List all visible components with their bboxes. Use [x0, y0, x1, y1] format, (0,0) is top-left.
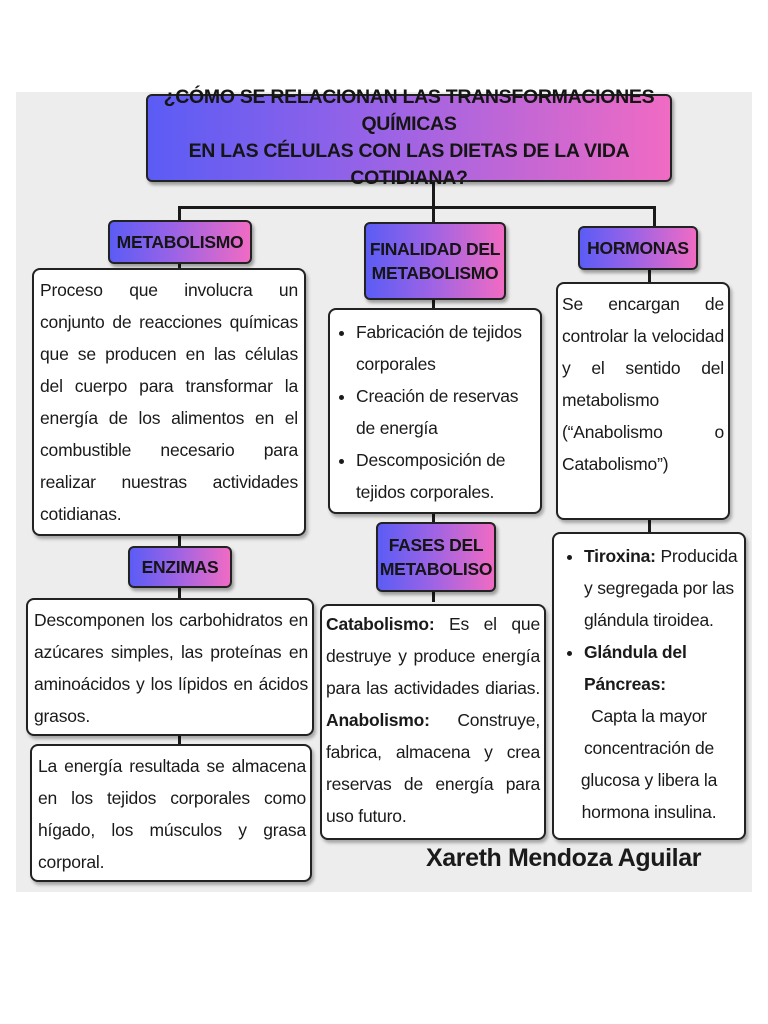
title-line-2: EN LAS CÉLULAS CON LAS DIETAS DE LA VIDA COTIDIANA? [188, 140, 630, 189]
finalidad-item: • Creación de reservas de energía [356, 380, 536, 444]
pancreas-term: Glándula del Páncreas: [584, 642, 687, 694]
metabolismo-text: Proceso que involucra un conjunto de reacciones químicas que se producen en las células del cuerpo para transformar la energía de los alimentos en el combustible necesario para realizar nuestras actividades cotidianas. [40, 280, 298, 524]
catabolismo-term: Catabolismo: [326, 614, 435, 634]
metabolismo-label: METABOLISMO [108, 220, 252, 264]
connector-to-finalidad [432, 206, 435, 222]
finalidad-box [328, 308, 542, 514]
enzimas-box [26, 598, 314, 736]
connector-to-metabolismo [178, 206, 181, 220]
connector-horizontal [178, 206, 656, 209]
hormonas-text: Se encargan de controlar la velocidad y el sentido del metabolismo (“Anabolismo o Catabolismo”) [562, 294, 724, 474]
energy-storage-box [30, 744, 312, 882]
hormonas-label: HORMONAS [578, 226, 698, 270]
glands-list [558, 540, 740, 700]
finalidad-list [334, 316, 536, 508]
main-title [146, 86, 672, 189]
title-line-1: ¿CÓMO SE RELACIONAN LAS TRANSFORMACIONES QUÍMICAS [163, 86, 655, 135]
tiroxina-term: Tiroxina: [584, 546, 656, 566]
glands-box [552, 532, 746, 840]
pancreas-item [584, 636, 740, 700]
finalidad-item: • Fabricación de tejidos corporales [356, 316, 536, 380]
tiroxina-item [584, 540, 740, 636]
pancreas-text: Capta la mayor concentración de glucosa y libera la hormona insulina. [580, 706, 718, 822]
author-name: Xareth Mendoza Aguilar [426, 844, 702, 872]
connector-hormonas-box [648, 268, 651, 282]
concept-map [16, 86, 752, 892]
tiroxina-text: Producida y segregada por las glándula tiroidea. [584, 546, 738, 630]
anabolismo-term: Anabolismo: [326, 710, 430, 730]
anabolismo-text: Construye, fabrica, almacena y crea reservas de energía para uso futuro. [326, 710, 540, 826]
energy-storage-text: La energía resultada se almacena en los tejidos corporales como hígado, los músculos y grasa corporal. [38, 756, 306, 872]
finalidad-item: • Descomposición de tejidos corporales. [356, 444, 536, 508]
enzimas-text: Descomponen los carbohidratos en azúcares simples, las proteínas en aminoácidos y los lípidos en ácidos grasos. [34, 610, 308, 726]
fases-label: FASES DEL METABOLISO [376, 522, 496, 592]
enzimas-label: ENZIMAS [128, 546, 232, 588]
metabolismo-box [32, 268, 306, 536]
fases-box [320, 604, 546, 840]
catabolismo-text: Es el que destruye y produce energía para las actividades diarias. [326, 614, 540, 698]
finalidad-label: FINALIDAD DEL METABOLISMO [364, 222, 506, 300]
hormonas-box [556, 282, 730, 520]
connector-hormonas-glands [648, 518, 651, 532]
